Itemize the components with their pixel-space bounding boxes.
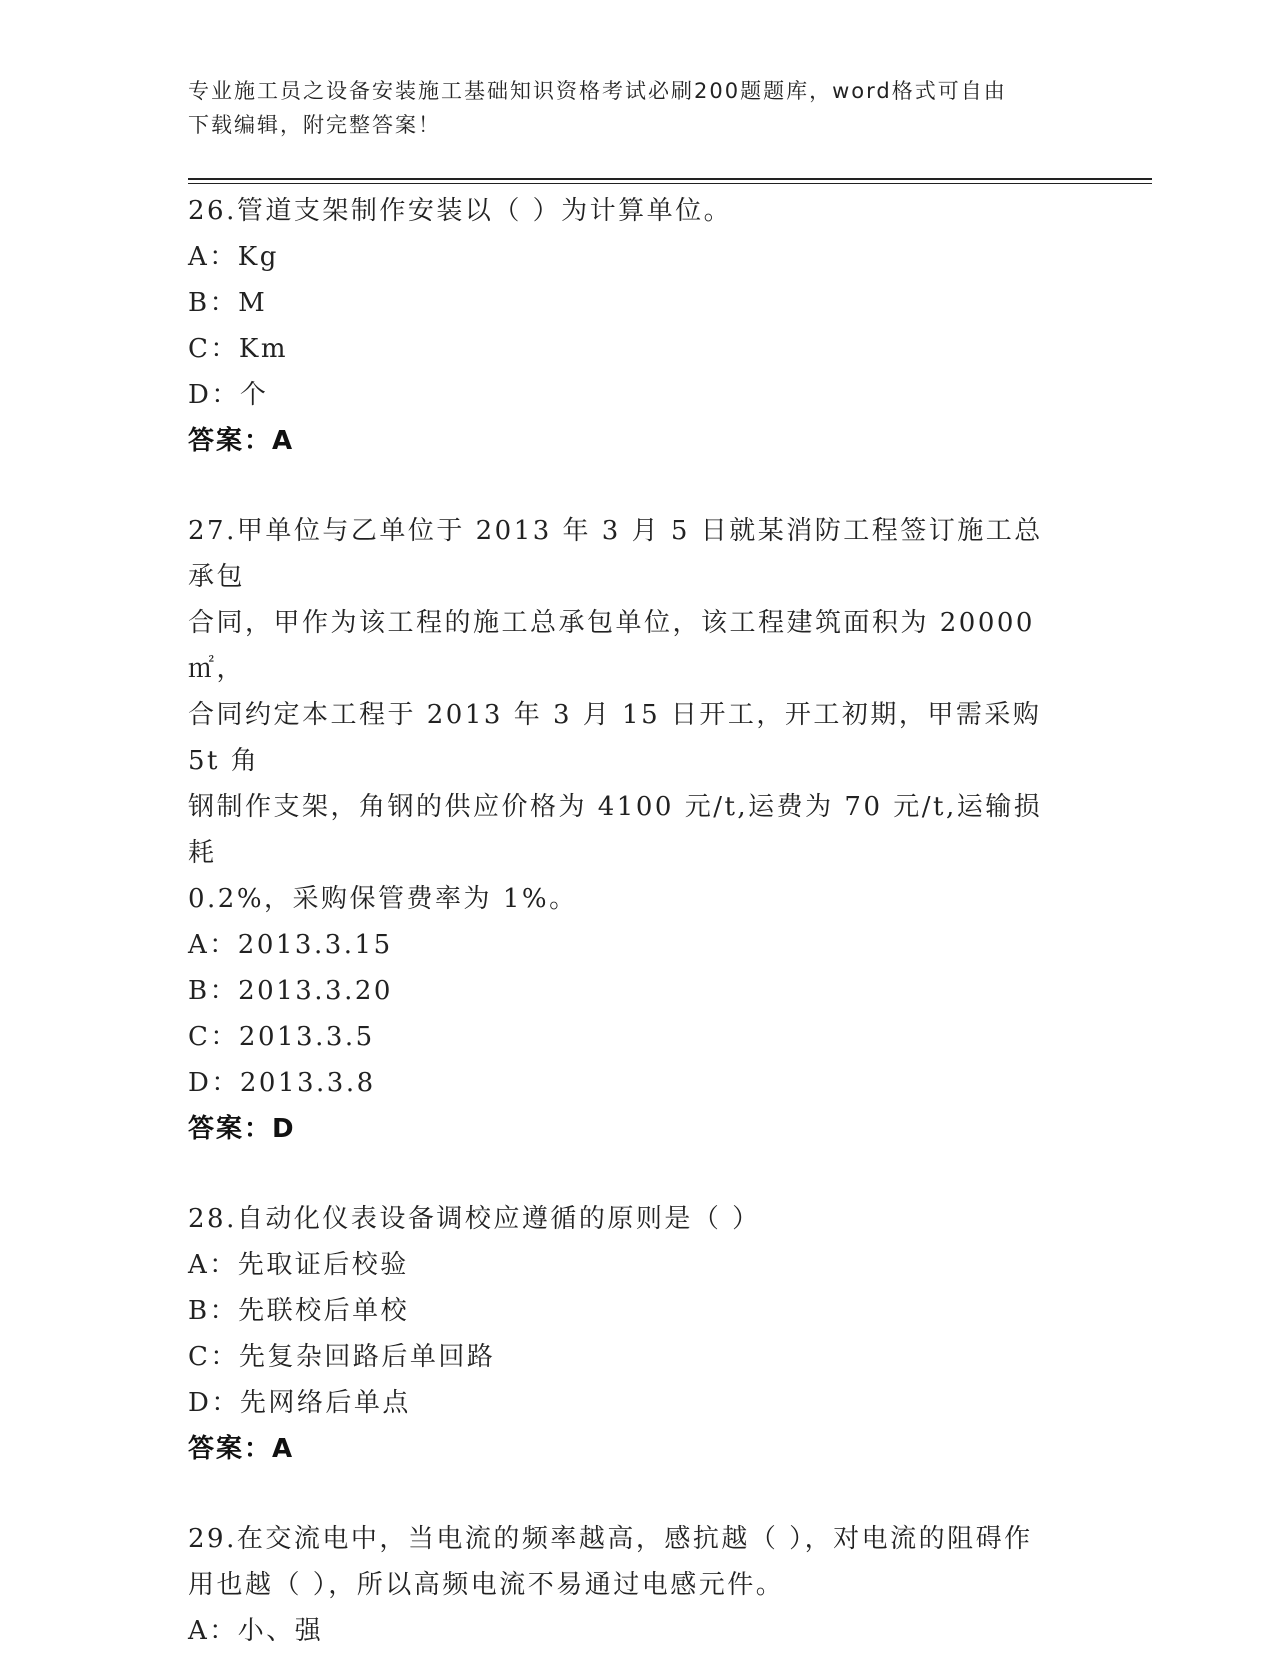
option-c [188,1334,1088,1380]
option-key: C： [188,334,239,364]
spacer [188,1152,1088,1196]
spacer [188,464,1088,508]
option-key: D： [188,380,240,410]
question-stem-line-2: 合同，甲作为该工程的施工总承包单位，该工程建筑面积为 20000㎡， [188,608,1035,684]
question-27 [188,508,1088,1152]
option-b [188,968,1088,1014]
option-key: B： [188,288,239,318]
option-key: A： [188,1250,238,1280]
question-29 [188,1516,1088,1654]
option-key: D： [188,1068,240,1098]
question-28 [188,1196,1088,1472]
option-text: 先网络后单点 [239,1388,411,1418]
header-line-2: 下载编辑，附完整答案！ [188,113,441,137]
question-stem-line-5: 0.2%，采购保管费率为 1%。 [188,884,578,914]
option-text: 2013.3.8 [239,1068,376,1098]
option-key: D： [188,1388,240,1418]
option-text: 2013.3.20 [238,976,393,1006]
answer-line: 答案：A [188,1434,295,1464]
question-stem-line-2: 用也越（ ），所以高频电流不易通过电感元件。 [188,1570,785,1600]
option-text: 小、强 [237,1616,324,1646]
question-stem-line-4: 钢制作支架，角钢的供应价格为 4100 元/t,运费为 70 元/t,运输损耗 [188,792,1043,868]
option-key: A： [188,1616,238,1646]
option-d [188,372,1088,418]
option-key: B： [188,1296,239,1326]
option-text: 2013.3.15 [237,930,393,960]
document-header [188,74,1068,142]
question-stem-line-1: 27.甲单位与乙单位于 2013 年 3 月 5 日就某消防工程签订施工总承包 [188,516,1043,592]
option-c [188,1014,1088,1060]
header-line-1: 专业施工员之设备安装施工基础知识资格考试必刷200题题库，word格式可自由 [188,79,1007,103]
question-list [188,188,1088,1654]
option-key: B： [188,976,239,1006]
question-26 [188,188,1088,464]
option-a [188,922,1088,968]
option-text: 个 [239,380,269,410]
option-c [188,326,1088,372]
header-divider [188,178,1152,184]
option-text: 先取证后校验 [237,1250,409,1280]
option-key: C： [188,1342,239,1372]
option-d [188,1060,1088,1106]
option-key: A： [188,242,238,272]
option-a [188,1608,1088,1654]
option-b [188,1288,1088,1334]
option-key: C： [188,1022,239,1052]
option-a [188,234,1088,280]
spacer [188,1472,1088,1516]
answer-line: 答案：D [188,1114,296,1144]
question-stem-line-3: 合同约定本工程于 2013 年 3 月 15 日开工，开工初期，甲需采购 5t 角 [188,700,1042,776]
option-d [188,1380,1088,1426]
option-text: Km [238,334,288,364]
option-key: A： [188,930,238,960]
option-text: 先联校后单校 [238,1296,410,1326]
option-text: Kg [237,242,279,272]
option-text: M [238,288,268,318]
option-b [188,280,1088,326]
question-stem: 28.自动化仪表设备调校应遵循的原则是（ ） [188,1204,761,1234]
question-stem: 26.管道支架制作安装以（ ）为计算单位。 [188,196,733,226]
option-text: 先复杂回路后单回路 [238,1342,496,1372]
answer-line: 答案：A [188,426,295,456]
option-a [188,1242,1088,1288]
option-text: 2013.3.5 [238,1022,375,1052]
question-stem-line-1: 29.在交流电中，当电流的频率越高，感抗越（ ），对电流的阻碍作 [188,1524,1033,1554]
